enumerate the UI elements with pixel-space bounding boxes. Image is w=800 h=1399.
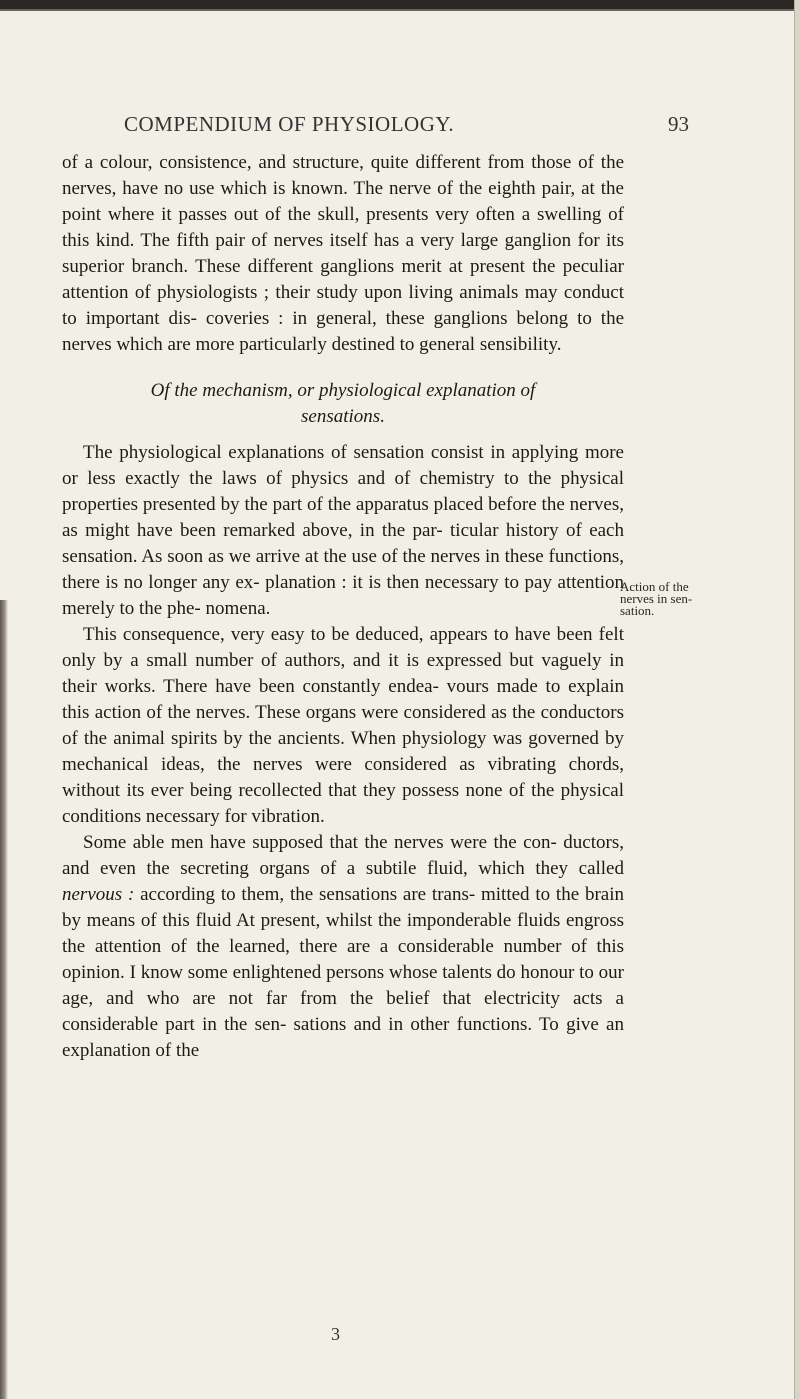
section-heading-line-1: Of the mechanism, or physiological explanation of <box>150 380 536 401</box>
page-top-edge <box>0 0 800 9</box>
running-head: COMPENDIUM OF PHYSIOLOGY. <box>124 112 455 136</box>
binding-shadow <box>0 600 8 1399</box>
body-paragraph-3: This consequence, very easy to be deduced, appears to have been felt only by a small number of authors, and it is expressed but vaguely in their works. There have been constantly endea- vours made to explain this action of the nerves. These organs were considered as the conductors of the animal spirits by the ancients. When physiology was governed by mechanical ideas, the nerves were considered as vibrating chords, without its ever being recollected that they possess none of the physical conditions necessary for vibration. <box>62 624 624 827</box>
signature-mark: 3 <box>331 1324 340 1344</box>
body-paragraph-1 <box>62 150 624 358</box>
nervous-italic-term: nervous : <box>62 884 135 905</box>
page-right-edge <box>794 0 800 1399</box>
margin-note: Action of the nerves in sen- sation. <box>620 579 693 618</box>
body-paragraph-4 <box>62 830 624 1064</box>
paragraph-4-end: according to them, the sensations are trans- mitted to the brain by means of this fluid At present, whilst the imponderable fluids engross the attention of the learned, there are a considerable number of this opinion. I know some enlightened persons whose talents do honour to our age, and who are not far from the belief that electricity acts a considerable part in the sen- sations and in other functions. To give an explanation of the <box>62 884 624 1061</box>
paragraph-text: of a colour, consistence, and structure, quite different from those of the nerves, have no use which is known. The nerve of the eighth pair, at the point where it passes out of the skull, presents very often a swelling of this kind. The fifth pair of nerves itself has a very large ganglion for its superior branch. These different ganglions merit at present the peculiar attention of physiologists ; their study upon living animals may conduct to important dis- coveries : in general, these ganglions belong to the nerves which are more particularly destined to general sensibility. <box>62 152 624 355</box>
body-paragraphs <box>62 440 624 1064</box>
body-paragraph-2: The physiological explanations of sensation consist in applying more or less exactly the laws of physics and of chemistry to the physical properties presented by the part of the apparatus placed before the nerves, as might have been remarked above, in the par- ticular history of each sensation. As soon as we arrive at the use of the nerves in these functions, there is no longer any ex- planation : it is then necessary to pay attention merely to the phe- nomena. <box>62 442 624 619</box>
page-number: 93 <box>668 112 689 136</box>
page-top-edge-shadow <box>0 9 800 11</box>
section-heading <box>62 378 624 430</box>
section-heading-line-2: sensations. <box>301 406 385 427</box>
page-header <box>124 112 794 140</box>
paragraph-4-start: Some able men have supposed that the nerves were the con- ductors, and even the secreting organs of a subtile fluid, which they called <box>62 832 624 879</box>
